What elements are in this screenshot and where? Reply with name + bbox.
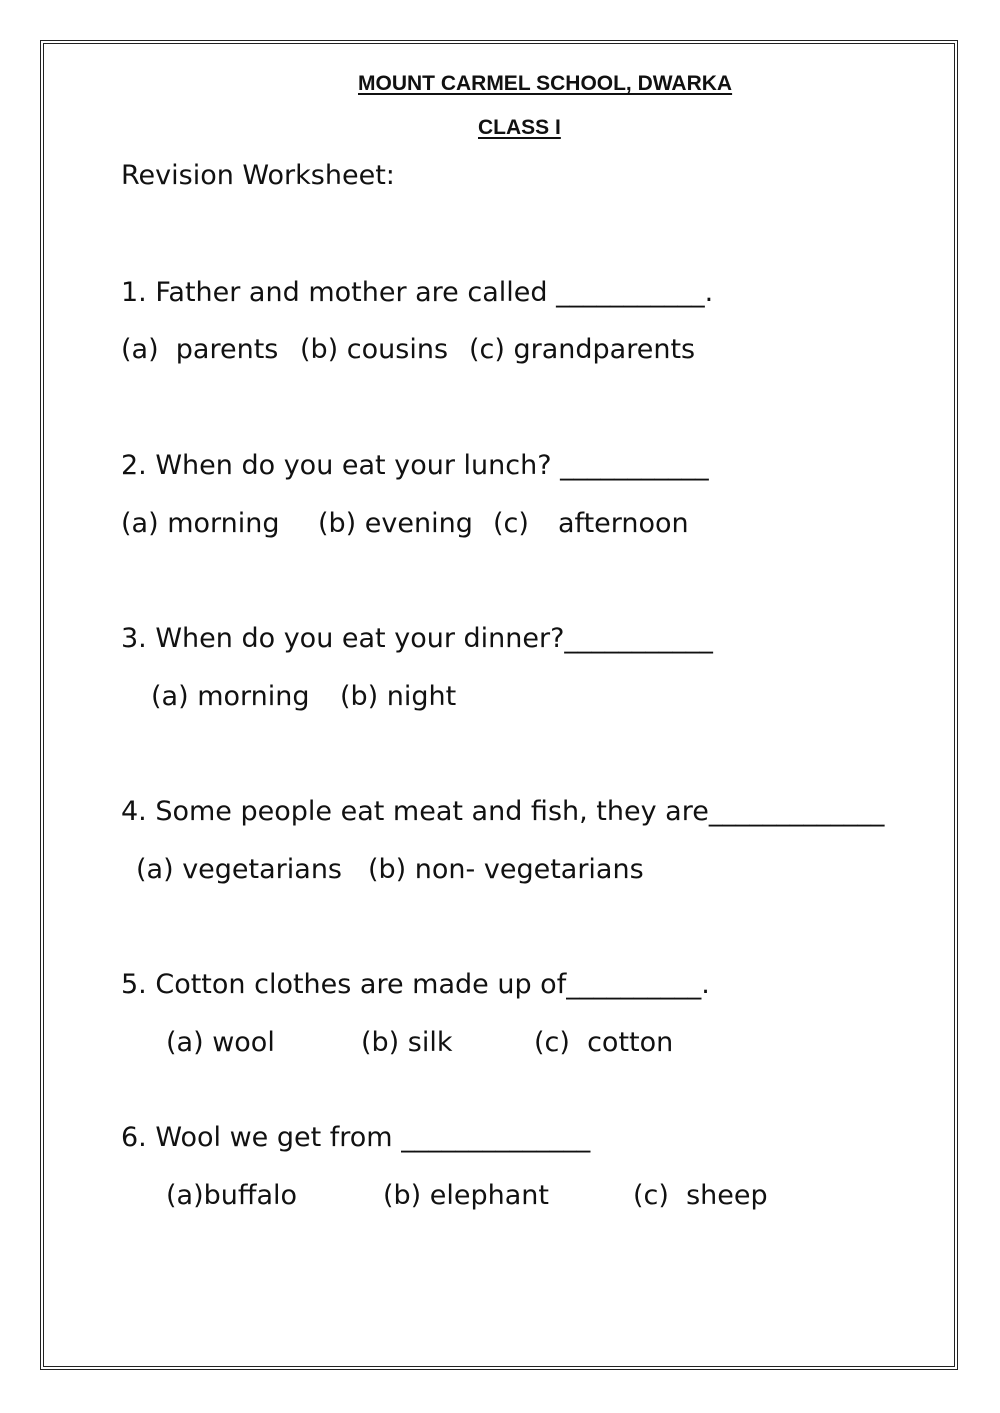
question-6: 6. Wool we get from ______________ <box>121 1122 591 1153</box>
q1-option-c: (c) grandparents <box>469 334 696 365</box>
q2-option-c-label: (c) <box>493 508 529 539</box>
q3-option-b: (b) night <box>340 681 457 712</box>
q4-option-a: (a) vegetarians <box>136 854 342 885</box>
q5-option-b: (b) silk <box>361 1027 453 1058</box>
question-5: 5. Cotton clothes are made up of__________. <box>121 969 710 1000</box>
q6-option-a: (a)buffalo <box>166 1180 298 1211</box>
q6-option-c: (c) sheep <box>633 1180 768 1211</box>
q3-option-a: (a) morning <box>151 681 310 712</box>
q1-option-a: (a) parents <box>121 334 279 365</box>
q2-option-a: (a) morning <box>121 508 280 539</box>
q2-option-c: afternoon <box>558 508 689 539</box>
q6-option-b: (b) elephant <box>383 1180 550 1211</box>
q4-option-b: (b) non- vegetarians <box>368 854 644 885</box>
question-2: 2. When do you eat your lunch? ___________ <box>121 450 709 481</box>
question-3: 3. When do you eat your dinner?___________ <box>121 623 713 654</box>
question-1: 1. Father and mother are called ___________. <box>121 277 714 308</box>
class-name: CLASS I <box>478 116 561 139</box>
question-4: 4. Some people eat meat and fish, they are_____________ <box>121 796 885 827</box>
q1-option-b: (b) cousins <box>300 334 449 365</box>
worksheet-title: Revision Worksheet: <box>121 160 395 191</box>
q2-option-b: (b) evening <box>318 508 473 539</box>
q5-option-a: (a) wool <box>166 1027 275 1058</box>
school-name: MOUNT CARMEL SCHOOL, DWARKA <box>358 72 733 95</box>
q5-option-c: (c) cotton <box>534 1027 674 1058</box>
